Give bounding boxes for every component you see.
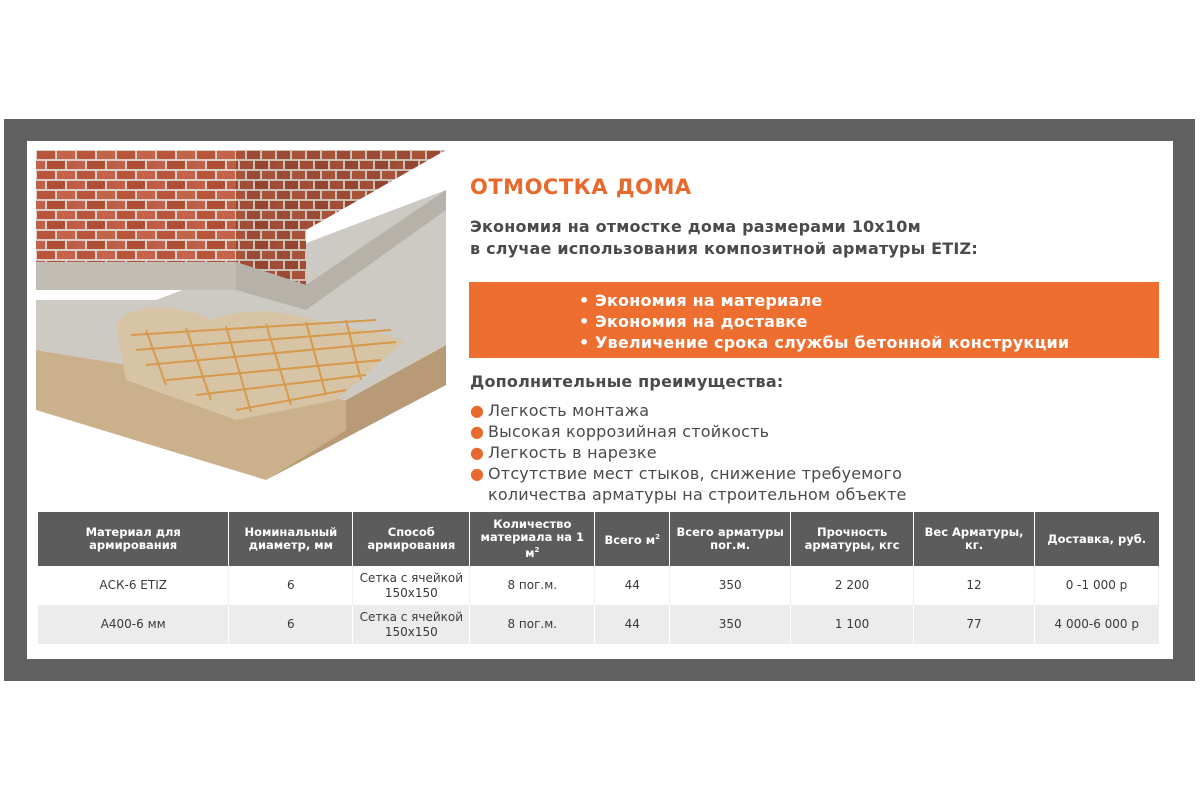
bullet-icon: • bbox=[579, 312, 590, 331]
cell-delivery: 0 -1 000 р bbox=[1035, 566, 1159, 605]
highlight-item: • Экономия на материале bbox=[579, 291, 823, 310]
cell-diameter: 6 bbox=[229, 605, 353, 644]
highlight-list bbox=[469, 282, 1159, 353]
subtitle-line-1: Экономия на отмостке дома размерами 10х10м bbox=[470, 217, 921, 236]
cell-quantity: 8 пог.м. bbox=[470, 566, 595, 605]
highlight-item: • Экономия на доставке bbox=[579, 312, 808, 331]
table-row bbox=[38, 605, 1159, 644]
cell-method: Сетка с ячейкой 150х150 bbox=[353, 566, 470, 605]
header-method: Способ армирования bbox=[353, 512, 470, 566]
bullet-icon: ● bbox=[470, 422, 485, 441]
header-quantity: Количество материала на 1 $м^2$ bbox=[470, 512, 595, 566]
header-delivery: Доставка, руб. bbox=[1035, 512, 1159, 566]
cell-strength: 1 100 bbox=[791, 605, 914, 644]
bullet-icon: ● bbox=[470, 401, 485, 420]
table-row bbox=[38, 566, 1159, 605]
cell-delivery: 4 000-6 000 р bbox=[1035, 605, 1159, 644]
cell-total-m2: 44 bbox=[595, 566, 670, 605]
advantages-list bbox=[470, 400, 907, 505]
cell-material: АСК-6 ETIZ bbox=[38, 566, 229, 605]
advantage-item: ● Легкость в нарезке bbox=[470, 443, 657, 462]
advantages-title: Дополнительные преимущества: bbox=[470, 372, 784, 391]
cell-quantity: 8 пог.м. bbox=[470, 605, 595, 644]
advantage-item: ● Отсутствие мест стыков, снижение требуемого bbox=[470, 464, 903, 483]
bullet-icon: • bbox=[579, 333, 590, 352]
foundation-illustration bbox=[36, 150, 446, 480]
bullet-icon: • bbox=[579, 291, 590, 310]
cell-weight: 77 bbox=[914, 605, 1035, 644]
header-weight: Вес Арматуры, кг. bbox=[914, 512, 1035, 566]
bullet-icon: ● bbox=[470, 464, 485, 483]
cell-total-rebar: 350 bbox=[670, 605, 791, 644]
cell-diameter: 6 bbox=[229, 566, 353, 605]
advantage-item: ● Высокая коррозийная стойкость bbox=[470, 422, 770, 441]
header-total-m2: Всего $м^2$ bbox=[595, 512, 670, 566]
header-strength: Прочность арматуры, кгс bbox=[791, 512, 914, 566]
subtitle bbox=[470, 216, 978, 260]
cell-weight: 12 bbox=[914, 566, 1035, 605]
page-title: ОТМОСТКА ДОМА bbox=[470, 175, 692, 199]
header-total-rebar: Всего арматуры пог.м. bbox=[670, 512, 791, 566]
cell-total-m2: 44 bbox=[595, 605, 670, 644]
advantage-item: ● Легкость монтажа bbox=[470, 401, 650, 420]
highlight-box bbox=[469, 282, 1159, 358]
table-header-row bbox=[38, 512, 1159, 566]
header-diameter: Номинальный диаметр, мм bbox=[229, 512, 353, 566]
header-material: Материал для армирования bbox=[38, 512, 229, 566]
cell-material: А400-6 мм bbox=[38, 605, 229, 644]
subtitle-line-2: в случае использования композитной арматуры ETIZ: bbox=[470, 239, 978, 258]
cell-method: Сетка с ячейкой 150х150 bbox=[353, 605, 470, 644]
comparison-table bbox=[38, 512, 1159, 644]
bullet-icon: ● bbox=[470, 443, 485, 462]
cell-total-rebar: 350 bbox=[670, 566, 791, 605]
advantage-item-continuation: количества арматуры на строительном объекте bbox=[488, 485, 907, 504]
highlight-item: • Увеличение срока службы бетонной конструкции bbox=[579, 333, 1070, 352]
cell-strength: 2 200 bbox=[791, 566, 914, 605]
